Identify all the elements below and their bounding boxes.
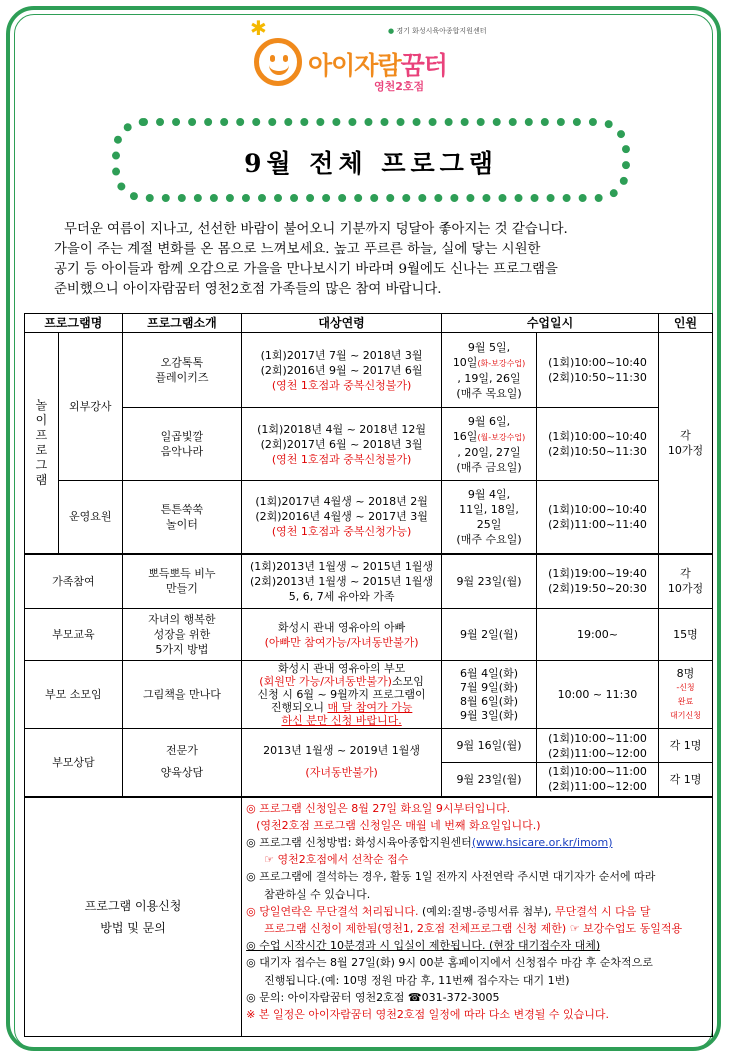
page-title: 9월 전체 프로그램: [244, 149, 498, 178]
program-name: 부모상담: [25, 729, 123, 797]
logo: [250, 16, 500, 96]
header-people: 인원: [658, 314, 712, 333]
note-line: 진행됩니다.(예: 10명 정원 마감 후, 11번째 접수자는 대기 1번): [264, 973, 570, 987]
table-row: [25, 333, 713, 408]
age-cell: 화성시 관내 영유아의 아빠 (아빠만 참여가능/자녀동반불가): [242, 609, 442, 661]
table-row: [25, 609, 713, 661]
intro-text: [54, 220, 694, 300]
note-line: ◎ 수업 시작시간 10분경과 시 입실이 제한됩니다. (현장 대기접수자 대체): [246, 939, 601, 953]
note-line: ◎ 프로그램에 결석하는 경우, 활동 1일 전까지 사전연락 주시면 대기자가 순서에 따라: [246, 870, 656, 884]
header-program-intro: 프로그램소개: [122, 314, 241, 333]
note-line: ◎ 프로그램 신청방법: 화성시육아종합지원센터(www.hsicare.or.kr/imom): [246, 835, 613, 849]
logo-title: 아이자람꿈터: [308, 51, 447, 80]
time-cell: (1회)10:00~10:40 (2회)10:50~11:30: [537, 333, 659, 408]
date-cell: 9월 4일, 11일, 18일, 25일 (매주 수요일): [442, 481, 537, 554]
program-name: 부모 소모임: [25, 661, 123, 729]
table-row: [25, 729, 713, 763]
time-cell: (1회)10:00~10:40 (2회)11:00~11:40: [537, 481, 659, 554]
note-line: (영천2호점 프로그램 신청일은 매월 네 번째 화요일입니다.): [256, 818, 541, 832]
age-cell: (1회)2013년 1월생 ~ 2015년 1월생 (2회)2013년 1월생 ~ 2015년 1월생 5, 6, 7세 유아와 가족: [242, 554, 442, 609]
program-intro: 일곱빛깔 음악나라: [122, 408, 241, 481]
center-name: ● 경기 화성시육아종합지원센터: [388, 27, 487, 35]
notes-row: [25, 797, 713, 1037]
table-row: [25, 554, 713, 609]
age-cell: (1회)2018년 4월 ~ 2018년 12월 (2회)2017년 6월 ~ 2018년 3월 (영천 1호점과 중복신청불가): [242, 408, 442, 481]
people-cell: 각 1명: [658, 729, 712, 763]
date-cell: 9월 6일, 16일(월-보강수업) , 20일, 27일 (매주 금요일): [442, 408, 537, 481]
people-cell: 15명: [658, 609, 712, 661]
date-cell: 9월 23일(월): [442, 554, 537, 609]
note-line: ☞ 영천2호점에서 선착순 접수: [264, 853, 409, 867]
date-cell: 6월 4일(화) 7월 9일(화) 8월 6일(화) 9월 3일(화): [442, 661, 537, 729]
people-cell: 각 1명: [658, 763, 712, 797]
table-row: [25, 661, 713, 729]
age-cell: 화성시 관내 영유아의 부모 (회원만 가능/자녀동반불가)소모임 신청 시 6월 ~ 9월까지 프로그램이 진행되오니 매 달 참여가 가능 하신 분만 신청 바랍니다.: [242, 661, 442, 729]
header-program-name: 프로그램명: [25, 314, 123, 333]
time-cell: (1회)10:00~11:00 (2회)11:00~12:00: [537, 763, 659, 797]
note-line: ◎ 대기자 접수는 8월 27일(화) 9시 00분 홈페이지에서 신청접수 마감 후 순차적으로: [246, 956, 653, 970]
note-line: ◎ 문의: 아이자람꿈터 영천2호점 ☎031-372-3005: [246, 990, 500, 1004]
table-row: [25, 408, 713, 481]
star-icon: ✱: [250, 16, 267, 40]
logo-branch: 영천2호점: [374, 80, 425, 93]
external-label: 외부강사: [58, 333, 122, 481]
date-cell: 9월 5일, 10일(화-보강수업) , 19일, 26일 (매주 목요일): [442, 333, 537, 408]
header-schedule: 수업일시: [442, 314, 659, 333]
time-cell: 19:00~: [537, 609, 659, 661]
intro-line: 준비했으니 아이자람꿈터 영천2호점 가족들의 많은 참여 바랍니다.: [54, 282, 442, 297]
intro-line: 가을이 주는 계절 변화를 온 몸으로 느껴보세요. 높고 푸르른 하늘, 실에 닿는 시원한: [54, 242, 541, 257]
program-intro: 그림책을 만나다: [122, 661, 241, 729]
program-name: 가족참여: [25, 554, 123, 609]
note-line: ◎ 프로그램 신청일은 8월 27일 화요일 9시부터입니다.: [246, 801, 511, 815]
program-table: [24, 313, 713, 1037]
people-cell: 각 10가정: [658, 554, 712, 609]
time-cell: 10:00 ~ 11:30: [537, 661, 659, 729]
program-name: 부모교육: [25, 609, 123, 661]
table-row: [25, 481, 713, 554]
smile-face-icon: [254, 38, 302, 86]
intro-line: 공기 등 아이들과 함께 오감으로 가을을 만나보시기 바라며 9월에도 신나는 프로그램을: [54, 262, 558, 277]
notes-label: 프로그램 이용신청 방법 및 문의: [25, 797, 242, 1037]
program-intro: 뽀득뽀득 비누 만들기: [122, 554, 241, 609]
age-cell: (1회)2017년 4월생 ~ 2018년 2월 (2회)2016년 4월생 ~ 2017년 3월 (영천 1호점과 중복신청가능): [242, 481, 442, 554]
title-box: [112, 118, 630, 202]
age-cell: (1회)2017년 7월 ~ 2018년 3월 (2회)2016년 9월 ~ 2017년 6월 (영천 1호점과 중복신청불가): [242, 333, 442, 408]
play-group-label: 놀 이 프 로 그 램: [25, 333, 59, 554]
notes-content: [242, 797, 713, 1037]
program-intro: 튼튼쑥쑥 놀이터: [122, 481, 241, 554]
table-header-row: [25, 314, 713, 333]
intro-line: 무더운 여름이 지나고, 선선한 바람이 불어오니 기분까지 덩달아 좋아지는 것 같습니다.: [64, 222, 568, 237]
operation-label: 운영요원: [58, 481, 122, 554]
header-age: 대상연령: [242, 314, 442, 333]
program-intro: 자녀의 행복한 성장을 위한 5가지 방법: [122, 609, 241, 661]
date-cell: 9월 23일(월): [442, 763, 537, 797]
time-cell: (1회)19:00~19:40 (2회)19:50~20:30: [537, 554, 659, 609]
time-cell: (1회)10:00~10:40 (2회)10:50~11:30: [537, 408, 659, 481]
note-line: 프로그램 신청이 제한됨(영천1, 2호점 전체프로그램 신청 제한) ☞ 보강수업도 동일적용: [264, 921, 683, 935]
program-intro: 전문가 양육상담: [122, 729, 241, 797]
note-line: ※ 본 일정은 아이자람꿈터 영천2호점 일정에 따라 다소 변경될 수 있습니다.: [246, 1007, 609, 1021]
people-cell: 8명 -신청 완료 대기신청: [658, 661, 712, 729]
date-cell: 9월 2일(월): [442, 609, 537, 661]
age-cell: 2013년 1월생 ~ 2019년 1월생 (자녀동반불가): [242, 729, 442, 797]
program-intro: 오감톡톡 플레이키즈: [122, 333, 241, 408]
note-line: 참관하실 수 있습니다.: [264, 887, 371, 901]
people-cell: 각 10가정: [658, 333, 712, 554]
website-link[interactable]: (www.hsicare.or.kr/imom): [471, 835, 613, 849]
time-cell: (1회)10:00~11:00 (2회)11:00~12:00: [537, 729, 659, 763]
date-cell: 9월 16일(월): [442, 729, 537, 763]
note-line: ◎ 당일연락은 무단결석 처리됩니다. (예외:질병-증빙서류 첨부), 무단결석 시 다음 달: [246, 904, 651, 918]
